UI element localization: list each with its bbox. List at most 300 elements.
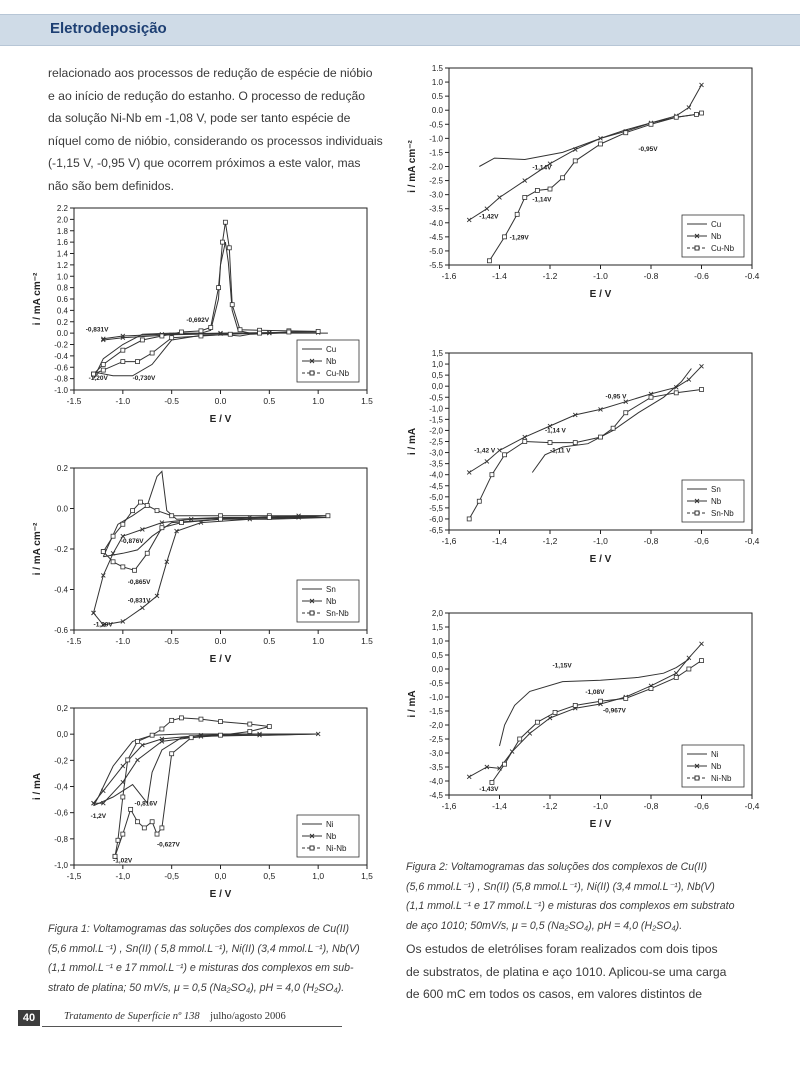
figure-2-sn-nb-voltammogram <box>405 345 760 570</box>
data-point-cu-nb <box>140 338 144 342</box>
data-point-sn-nb <box>611 426 615 430</box>
x-tick-label: -1.6 <box>441 271 457 281</box>
data-point-cu-nb <box>228 332 232 336</box>
peak-annotation: -0,876V <box>120 538 144 546</box>
legend-label: Sn <box>711 485 721 494</box>
legend-label: Nb <box>326 832 337 841</box>
data-point-sn-nb <box>111 560 115 564</box>
data-point-ni-nb <box>219 733 223 737</box>
data-point-cu-nb <box>573 159 577 163</box>
data-point-sn-nb <box>523 440 527 444</box>
y-tick-label: -0,6 <box>54 808 68 818</box>
data-point-sn-nb <box>700 388 704 392</box>
y-tick-label: 1.0 <box>56 272 68 282</box>
caption-line: (1,1 mmol.L⁻¹ e 17 mmol.L⁻¹) e misturas dos complexos em substrato <box>406 900 735 912</box>
x-tick-label: -1,5 <box>66 871 82 881</box>
y-tick-label: -2,0 <box>429 426 443 436</box>
legend-label: Cu <box>326 345 337 354</box>
y-tick-label: -1,5 <box>429 707 443 716</box>
y-tick-label: 0.5 <box>431 92 443 102</box>
data-point-nb <box>700 83 704 87</box>
data-point-cu-nb <box>179 330 183 334</box>
y-tick-label: -4.5 <box>429 232 443 242</box>
y-tick-label: 0.0 <box>56 329 68 339</box>
x-tick-label: -0.6 <box>694 271 709 281</box>
y-tick-label: -3,0 <box>429 448 443 458</box>
data-point-ni-nb <box>116 838 120 842</box>
x-axis-label: E / V <box>589 554 612 565</box>
y-tick-label: -0.8 <box>54 374 68 384</box>
data-point-cu-nb <box>316 329 320 333</box>
y-tick-label: 0,5 <box>431 371 443 381</box>
text-line: níquel como de nióbio, considerando os processos individuais <box>48 133 383 148</box>
data-point-ni-nb <box>199 717 203 721</box>
caption-line: de aço 1010; 50mV/s, μ = 0,5 (Na₂SO₄), pH = 4,0 (H₂SO₄). <box>406 919 683 932</box>
peak-annotation: -0,627V <box>157 841 180 849</box>
y-tick-label: 2,0 <box>431 609 443 618</box>
data-point-sn-nb <box>649 395 653 399</box>
data-point-ni-nb <box>248 722 252 726</box>
y-tick-label: 0,0 <box>431 665 443 674</box>
y-tick-label: 0.4 <box>56 306 68 316</box>
peak-annotation: -0,95V <box>638 146 658 154</box>
legend-label: Nb <box>711 762 722 771</box>
legend-marker-square <box>310 371 314 375</box>
data-point-cu-nb <box>694 112 698 116</box>
section-title: Eletrodeposição <box>50 20 167 37</box>
y-tick-label: 1,0 <box>431 360 443 370</box>
data-point-ni-nb <box>687 667 691 671</box>
data-point-nb <box>687 378 691 382</box>
y-tick-label: 0.6 <box>56 295 68 304</box>
y-tick-label: -2,5 <box>429 735 443 744</box>
y-tick-label: -0.5 <box>429 120 443 130</box>
x-tick-label: -0,4 <box>744 536 760 546</box>
data-point-cu-nb <box>503 235 507 239</box>
text-line: da solução Ni-Nb em -1,08 V, pode ser tanto espécie de <box>48 111 351 125</box>
x-tick-label: 1,0 <box>312 871 325 881</box>
y-tick-label: 0.0 <box>431 106 443 116</box>
y-tick-label: 1.6 <box>56 238 68 248</box>
y-tick-label: -0,5 <box>429 679 443 688</box>
data-point-cu-nb <box>121 348 125 352</box>
data-point-sn-nb <box>467 517 471 521</box>
journal-name: Tratamento de Superfície nº 138 <box>64 1011 200 1022</box>
data-point-sn-nb <box>503 453 507 457</box>
data-point-ni-nb <box>267 725 271 729</box>
y-tick-label: -0,2 <box>54 756 68 766</box>
y-tick-label: -2.0 <box>429 162 443 172</box>
x-tick-label: 1,5 <box>361 871 373 881</box>
x-tick-label: -1.5 <box>66 396 82 406</box>
x-tick-label: -1,2 <box>542 801 558 811</box>
x-tick-label: -0,4 <box>744 801 760 811</box>
peak-annotation: -1,2V <box>90 813 107 821</box>
legend-label: Nb <box>326 597 337 606</box>
legend-label: Ni-Nb <box>326 844 347 853</box>
y-tick-label: -1.0 <box>54 386 68 395</box>
data-point-nb <box>467 470 471 474</box>
peak-annotation: -1,08V <box>585 689 605 697</box>
intro-paragraph <box>48 62 388 197</box>
y-tick-label: -4,5 <box>429 481 443 491</box>
data-point-ni-nb <box>573 703 577 707</box>
data-point-sn-nb <box>624 411 628 415</box>
data-point-cu-nb <box>599 142 603 146</box>
peak-annotation: -0,730V <box>132 374 156 382</box>
data-point-cu-nb <box>258 331 262 335</box>
x-tick-label: -1,6 <box>441 801 457 811</box>
data-point-sn-nb <box>573 441 577 445</box>
data-point-ni-nb <box>170 718 174 722</box>
x-tick-label: -1,4 <box>492 801 507 811</box>
y-tick-label: -1.5 <box>429 148 443 158</box>
peak-annotation: -0,831V <box>85 326 109 334</box>
data-point-sn-nb <box>599 435 603 439</box>
x-axis-label: E / V <box>209 414 232 425</box>
x-tick-label: -1,2 <box>542 536 558 546</box>
y-tick-label: 0,5 <box>431 651 443 660</box>
x-tick-label: -1,0 <box>593 536 608 546</box>
data-point-nb <box>140 606 144 610</box>
text-line: e ao início de redução do estanho. O processo de redução <box>48 88 366 103</box>
data-point-cu-nb <box>220 240 224 244</box>
data-point-ni-nb <box>490 780 494 784</box>
page-footer <box>18 1010 328 1028</box>
figure-2-cu-nb-voltammogram <box>405 60 760 305</box>
data-point-cu-nb <box>548 187 552 191</box>
y-tick-label: -5,5 <box>429 503 443 513</box>
series-line-cu <box>479 114 696 166</box>
x-tick-label: -0.5 <box>164 636 179 646</box>
footer-journal-info <box>64 1011 286 1022</box>
y-tick-label: -0.2 <box>54 340 68 350</box>
legend-marker-square <box>310 611 314 615</box>
legend-label: Nb <box>711 232 722 241</box>
x-tick-label: -1.0 <box>593 271 608 281</box>
data-point-nb <box>135 758 139 762</box>
y-tick-label: 1.0 <box>431 78 443 88</box>
legend-label: Sn-Nb <box>711 509 734 518</box>
data-point-sn-nb <box>133 568 137 572</box>
peak-annotation: -1,14 V <box>544 427 566 435</box>
series-line-cu-nb <box>94 222 319 374</box>
x-tick-label: -1,0 <box>115 871 131 881</box>
x-tick-label: 1.0 <box>312 636 325 646</box>
figure-1-sn-nb-voltammogram <box>30 460 375 670</box>
peak-annotation: -0,692V <box>186 316 210 324</box>
x-tick-label: 1.5 <box>361 636 373 646</box>
legend-marker-square <box>310 846 314 850</box>
data-point-ni-nb <box>135 820 139 824</box>
data-point-ni-nb <box>121 795 125 799</box>
peak-annotation: -1,15V <box>552 662 572 670</box>
y-tick-label: 0.8 <box>56 283 68 293</box>
data-point-ni-nb <box>599 699 603 703</box>
data-point-sn-nb <box>131 509 135 513</box>
x-tick-label: -1.2 <box>542 271 558 281</box>
data-point-cu-nb <box>101 368 105 372</box>
data-point-ni-nb <box>189 736 193 740</box>
x-tick-label: -1,6 <box>441 536 457 546</box>
y-tick-label: -4.0 <box>429 218 443 228</box>
figure-2-caption <box>406 858 735 936</box>
caption-line: Figura 1: Voltamogramas das soluções dos complexos de Cu(II) <box>48 923 350 935</box>
x-tick-label: -0,6 <box>694 536 709 546</box>
peak-annotation: -0,865V <box>127 578 151 586</box>
y-axis-label: i / mA cm⁻² <box>407 140 418 193</box>
x-tick-label: 1.5 <box>361 396 373 406</box>
data-point-sn-nb <box>490 473 494 477</box>
data-point-ni-nb <box>503 762 507 766</box>
text-line: de substratos, de platina e aço 1010. Aplicou-se uma carga <box>406 964 727 979</box>
data-point-cu-nb <box>227 246 231 250</box>
data-point-ni-nb <box>219 720 223 724</box>
data-point-nb <box>700 364 704 368</box>
x-tick-label: 0,5 <box>263 871 276 881</box>
peak-annotation: -1,42V <box>479 213 499 221</box>
y-tick-label: 0,0 <box>56 730 68 740</box>
data-point-sn-nb <box>121 565 125 569</box>
footer-rule <box>42 1026 342 1027</box>
data-point-ni-nb <box>624 696 628 700</box>
data-point-nb <box>523 179 527 183</box>
y-tick-label: 1,0 <box>431 637 443 646</box>
y-tick-label: -1,5 <box>429 415 443 425</box>
data-point-ni-nb <box>553 710 557 714</box>
data-point-nb <box>498 195 502 199</box>
data-point-cu-nb <box>150 351 154 355</box>
y-tick-label: -3,5 <box>429 763 443 772</box>
y-tick-label: -4,5 <box>429 791 443 800</box>
data-point-ni-nb <box>700 659 704 663</box>
data-point-nb <box>101 789 105 793</box>
peak-annotation: -1,20V <box>88 374 108 382</box>
series-line-ni-nb <box>492 661 702 783</box>
y-tick-label: 1,5 <box>431 623 443 632</box>
x-tick-label: 0.5 <box>263 636 276 646</box>
data-point-sn-nb <box>674 391 678 395</box>
y-tick-label: -0.6 <box>54 626 68 635</box>
data-point-cu-nb <box>217 286 221 290</box>
legend-marker-square <box>695 511 699 515</box>
legend-label: Sn <box>326 585 336 594</box>
y-tick-label: 2.2 <box>56 204 68 213</box>
y-tick-label: -2.5 <box>429 176 443 186</box>
legend-label: Nb <box>711 497 722 506</box>
y-tick-label: 0.2 <box>56 464 68 473</box>
x-tick-label: -0,5 <box>164 871 179 881</box>
peak-annotation: -1,14V <box>532 196 552 204</box>
data-point-cu-nb <box>170 336 174 340</box>
series-line-ni <box>94 734 319 806</box>
legend-marker-square <box>695 776 699 780</box>
data-point-nb <box>485 207 489 211</box>
series-line-cu <box>94 242 328 379</box>
data-point-cu-nb <box>515 212 519 216</box>
text-line: Os estudos de eletrólises foram realizados com dois tipos <box>406 942 718 956</box>
page-number: 40 <box>18 1010 40 1026</box>
figure-1-caption <box>48 920 360 998</box>
legend-label: Cu <box>711 220 722 229</box>
data-point-sn-nb <box>138 500 142 504</box>
data-point-nb <box>674 671 678 675</box>
y-tick-label: -4,0 <box>429 470 443 480</box>
data-point-cu-nb <box>523 195 527 199</box>
y-tick-label: -0,8 <box>54 834 68 844</box>
legend-label: Ni <box>326 820 334 829</box>
y-tick-label: -5.0 <box>429 246 443 256</box>
data-point-ni-nb <box>170 752 174 756</box>
legend-label: Sn-Nb <box>326 609 349 618</box>
peak-annotation: -1,43V <box>479 785 499 793</box>
x-axis-label: E / V <box>589 819 612 830</box>
data-point-ni-nb <box>179 716 183 720</box>
peak-annotation: -0,831V <box>127 597 151 605</box>
y-tick-label: 1.4 <box>56 249 68 259</box>
series-line-nb <box>94 734 319 803</box>
x-tick-label: -1,0 <box>593 801 608 811</box>
y-tick-label: 1,5 <box>431 349 443 358</box>
data-point-nb <box>485 459 489 463</box>
text-line: não são bem definidos. <box>48 178 175 193</box>
data-point-sn-nb <box>548 441 552 445</box>
y-tick-label: -2,5 <box>429 437 443 447</box>
peak-annotation: -1,11 V <box>550 447 571 455</box>
legend-marker-square <box>695 246 699 250</box>
data-point-cu-nb <box>700 111 704 115</box>
caption-line: (1,1 mmol.L⁻¹ e 17 mmol.L⁻¹) e misturas dos complexos em sub- <box>48 962 354 974</box>
y-tick-label: -2,0 <box>429 721 443 730</box>
y-tick-label: -6,0 <box>429 514 443 524</box>
series-line-nb <box>103 333 318 340</box>
y-tick-label: -1.0 <box>429 134 443 144</box>
y-tick-label: -3,0 <box>429 749 443 758</box>
data-point-ni-nb <box>248 729 252 733</box>
caption-line: (5,6 mmol.L⁻¹) , Sn(II) ( 5,8 mmol.L⁻¹), Ni(II) (3,4 mmol.L⁻¹), Nb(V) <box>48 942 360 955</box>
caption-line: strato de platina; 50 mV/s, μ = 0,5 (Na₂SO₄), pH = 4,0 (H₂SO₄). <box>48 981 345 994</box>
data-point-cu-nb <box>535 188 539 192</box>
data-point-ni-nb <box>126 758 130 762</box>
x-tick-label: -0,8 <box>643 801 659 811</box>
data-point-nb <box>548 716 552 720</box>
x-tick-label: -0.5 <box>164 396 179 406</box>
data-point-cu-nb <box>230 303 234 307</box>
data-point-cu-nb <box>135 360 139 364</box>
peak-annotation: -1,42 V <box>474 447 496 455</box>
series-line-sn <box>532 369 691 473</box>
data-point-ni-nb <box>142 826 146 830</box>
data-point-cu-nb <box>121 360 125 364</box>
data-point-cu-nb <box>238 328 242 332</box>
x-axis-label: E / V <box>209 654 232 665</box>
data-point-sn-nb <box>170 514 174 518</box>
y-tick-label: -5,0 <box>429 492 443 502</box>
legend-label: Nb <box>326 357 337 366</box>
legend-label: Cu-Nb <box>326 369 350 378</box>
y-axis-label: i / mA <box>407 427 418 456</box>
text-line: relacionado aos processos de redução de espécie de nióbio <box>48 66 373 80</box>
data-point-sn-nb <box>145 504 149 508</box>
peak-annotation: -1,29V <box>509 234 529 242</box>
data-point-nb <box>121 764 125 768</box>
caption-line: Figura 2: Voltamogramas das soluções dos complexos de Cu(II) <box>406 861 708 873</box>
x-tick-label: -0.8 <box>643 271 659 281</box>
data-point-ni-nb <box>129 807 133 811</box>
data-point-sn-nb <box>477 499 481 503</box>
data-point-sn-nb <box>101 550 105 554</box>
data-point-sn-nb <box>326 514 330 518</box>
y-axis-label: i / mA <box>407 690 418 718</box>
x-tick-label: 0.0 <box>214 396 227 406</box>
y-tick-label: 1.8 <box>56 226 68 236</box>
y-tick-label: -6,5 <box>429 526 443 535</box>
series-line-nb <box>469 85 701 220</box>
x-tick-label: -1.0 <box>115 636 131 646</box>
x-tick-label: -1.0 <box>115 396 131 406</box>
y-tick-label: 0.0 <box>56 504 68 514</box>
data-point-cu-nb <box>287 330 291 334</box>
peak-annotation: -1,14V <box>532 164 552 172</box>
y-tick-label: -0.4 <box>54 351 68 361</box>
y-axis-label: i / mA cm⁻² <box>32 272 43 326</box>
closing-paragraph <box>406 938 746 1006</box>
y-tick-label: 0.2 <box>56 317 68 327</box>
x-tick-label: -1,4 <box>492 536 507 546</box>
x-tick-label: -1.5 <box>66 636 82 646</box>
y-tick-label: 0,2 <box>56 704 68 713</box>
data-point-nb <box>467 775 471 779</box>
peak-annotation: -1,02V <box>113 857 133 865</box>
data-point-cu-nb <box>624 131 628 135</box>
data-point-cu-nb <box>487 259 491 263</box>
data-point-cu-nb <box>674 115 678 119</box>
data-point-sn-nb <box>121 522 125 526</box>
caption-line: (5,6 mmol.L⁻¹) , Sn(II) (5,8 mmol.L⁻¹), Ni(II) (3,4 mmol.L⁻¹), Nb(V) <box>406 880 715 893</box>
data-point-cu-nb <box>561 176 565 180</box>
y-tick-label: -0.2 <box>54 545 68 554</box>
legend-label: Ni-Nb <box>711 774 732 783</box>
y-tick-label: 1.2 <box>56 260 68 270</box>
data-point-cu-nb <box>209 325 213 329</box>
y-tick-label: -3.0 <box>429 190 443 200</box>
x-tick-label: -0,6 <box>694 801 709 811</box>
x-tick-label: 0.5 <box>263 396 276 406</box>
y-tick-label: 2.0 <box>56 215 68 225</box>
y-tick-label: -0.4 <box>54 585 68 595</box>
text-line: de 600 mC em todos os casos, em valores distintos de <box>406 987 703 1001</box>
data-point-ni-nb <box>150 733 154 737</box>
data-point-cu-nb <box>160 334 164 338</box>
y-tick-label: -1,0 <box>429 693 443 702</box>
data-point-ni-nb <box>135 739 139 743</box>
data-point-cu-nb <box>101 362 105 366</box>
peak-annotation: -0,816V <box>134 800 158 808</box>
x-tick-label: -0,8 <box>643 536 659 546</box>
data-point-ni-nb <box>674 675 678 679</box>
y-tick-label: -3,5 <box>429 459 443 469</box>
y-tick-label: -0.6 <box>54 363 68 373</box>
figure-2-ni-nb-voltammogram <box>405 605 760 835</box>
data-point-cu-nb <box>199 329 203 333</box>
data-point-ni-nb <box>160 826 164 830</box>
data-point-nb <box>528 731 532 735</box>
data-point-nb <box>523 435 527 439</box>
data-point-ni-nb <box>535 720 539 724</box>
y-tick-label: -0,5 <box>429 393 443 403</box>
data-point-ni-nb <box>649 687 653 691</box>
peak-annotation: -1,20V <box>93 621 113 629</box>
